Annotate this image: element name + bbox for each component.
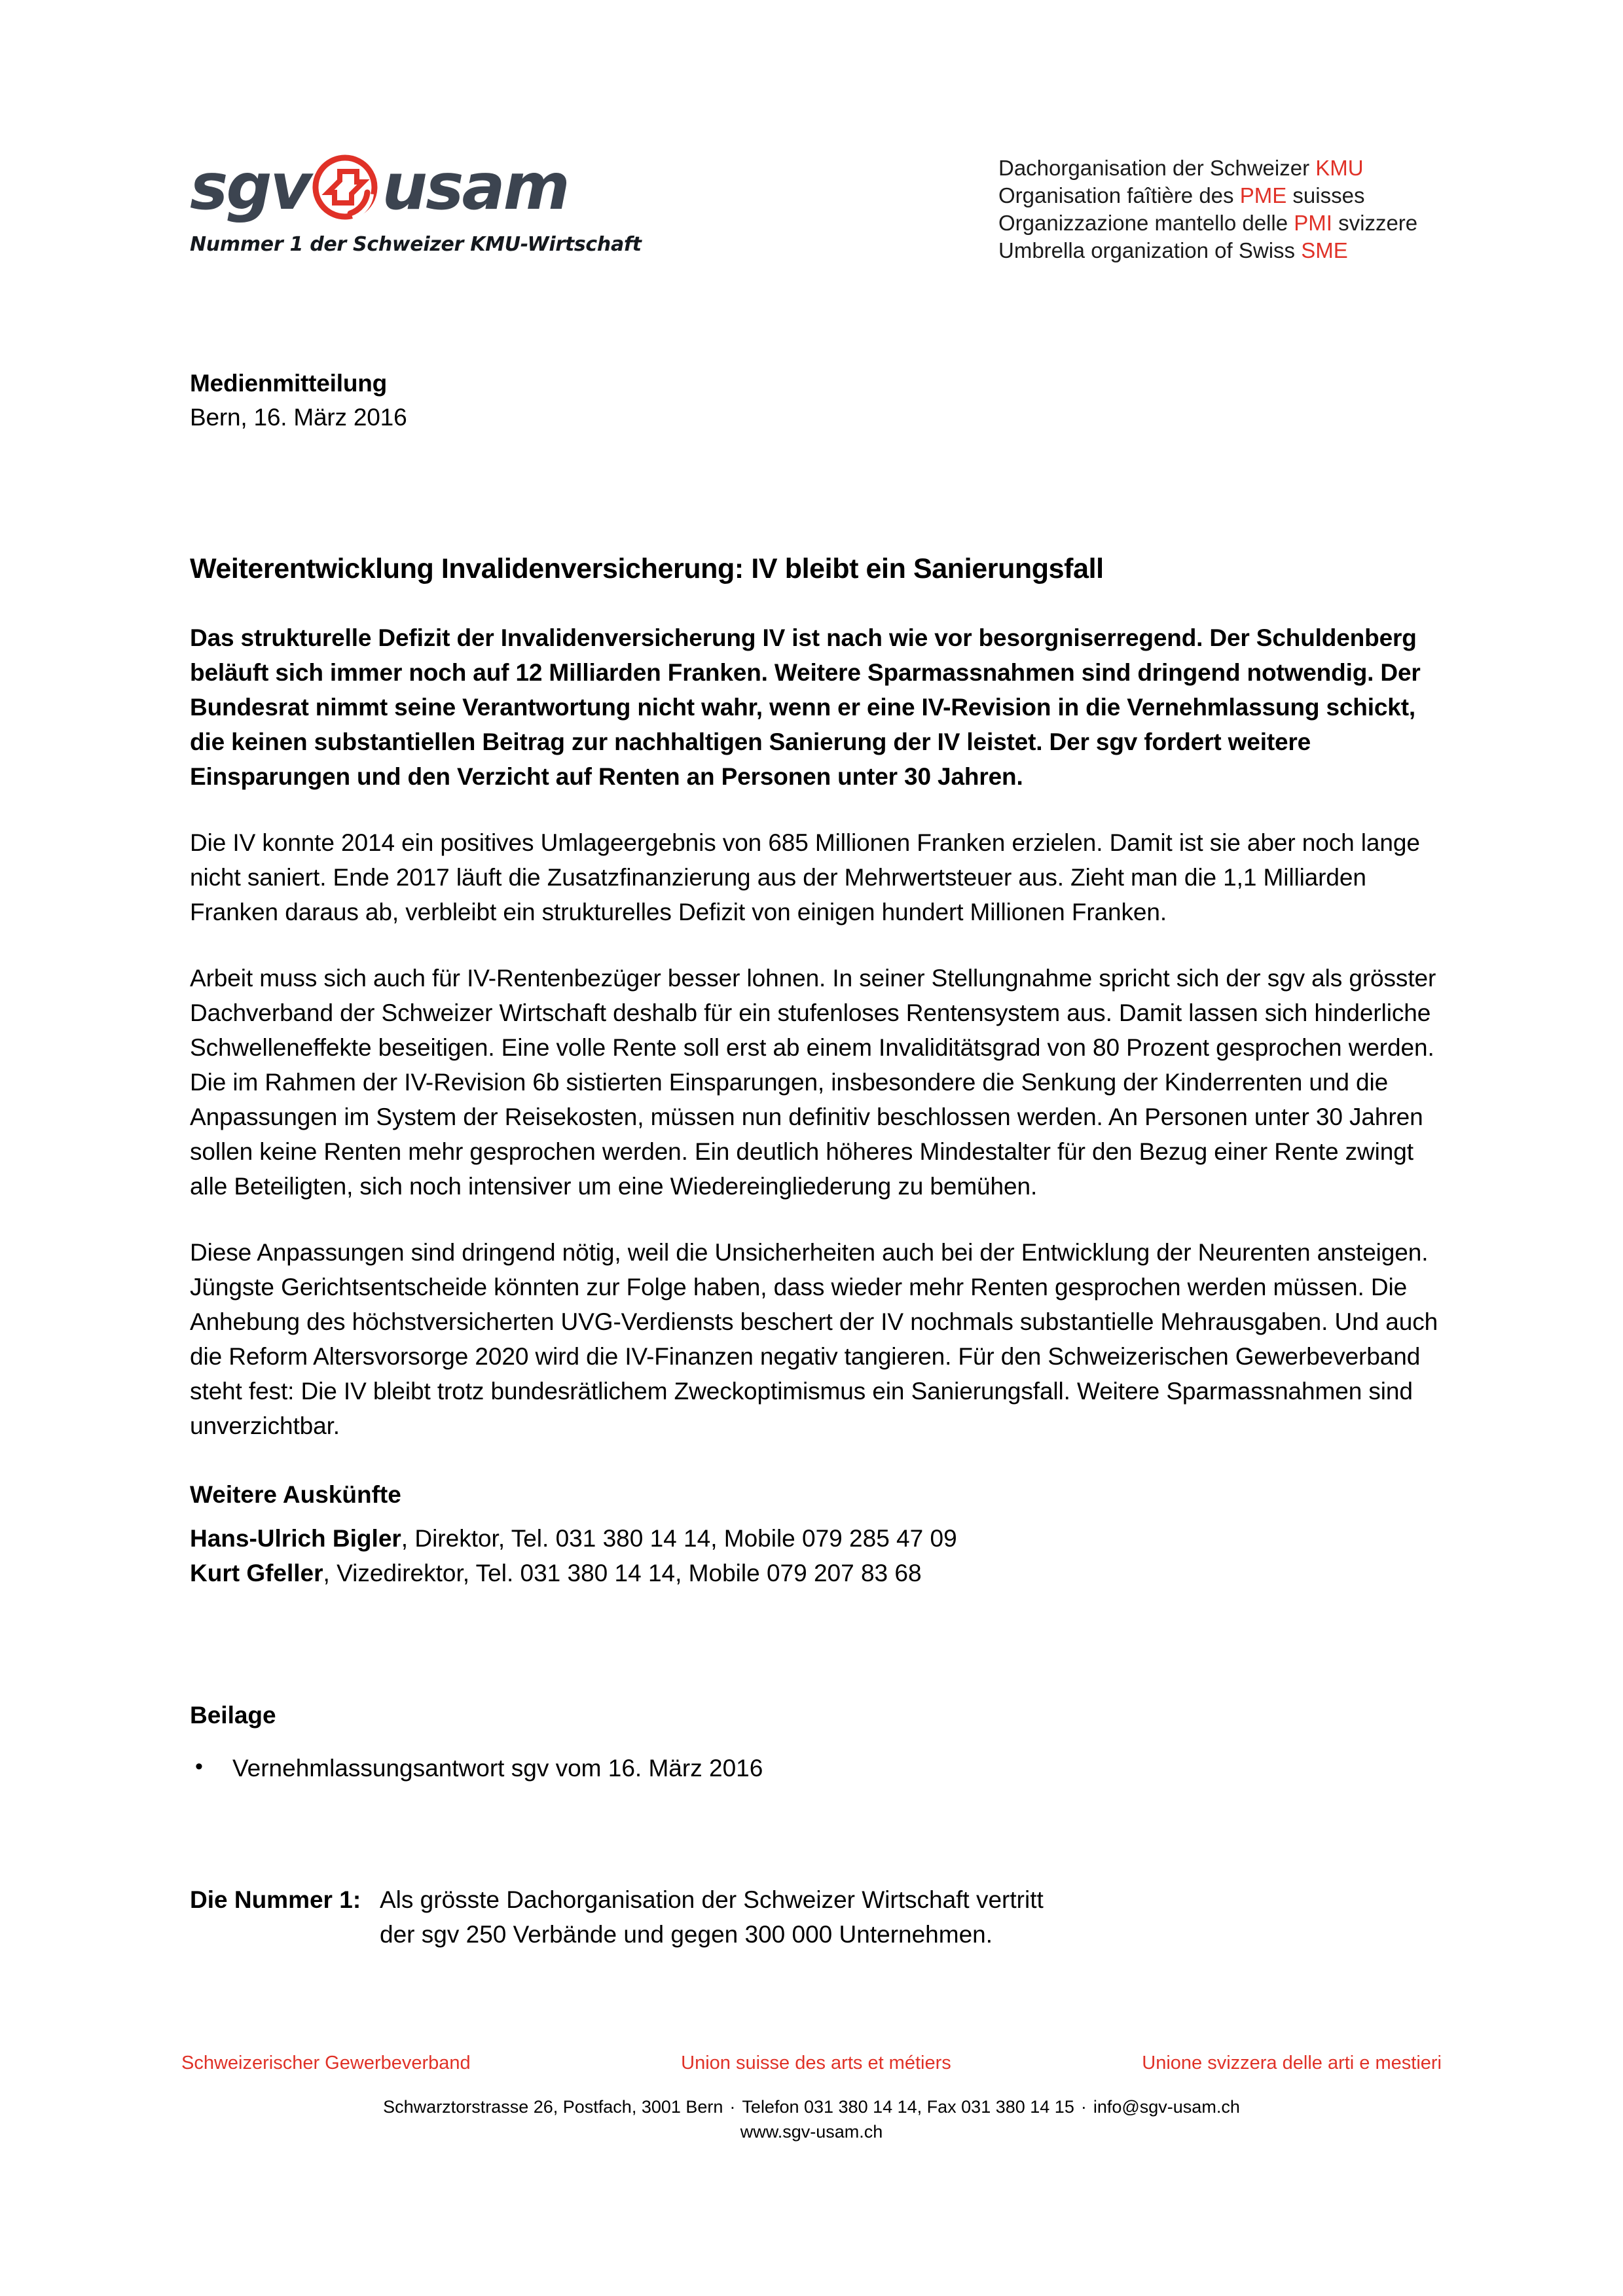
contacts-heading: Weitere Auskünfte [190,1481,401,1508]
nummer-eins-line-2: der sgv 250 Verbände und gegen 300 000 Unternehmen. [380,1921,993,1948]
logo-tagline: Nummer 1 der Schweizer KMU-Wirtschaft [190,233,642,256]
footer-email: info@sgv-usam.ch [1093,2097,1240,2117]
nummer-eins-text [380,1882,1044,1952]
document-header [0,0,1623,288]
contacts-list [190,1521,1440,1590]
footer-name-it: Unione svizzera delle arti e mestieri [1142,2053,1442,2073]
document-place-date: Bern, 16. März 2016 [190,404,407,431]
header-lang-fr-prefix: Organisation faîtière des [998,183,1240,207]
lead-paragraph: Das strukturelle Defizit der Invalidenversicherung IV ist nach wie vor besorgniserregend. Der Schuldenberg beläuft sich immer noch auf 12 Milliarden Franken. Weitere Sparmassnahmen sind dringend notwendig. Der Bundesrat nimmt seine Verantwortung nicht wahr, wenn er eine IV-Revision in die Vernehmlassung schickt, die keinen substantiellen Beitrag zur nachhaltigen Sanierung der IV leistet. Der sgv fordert weitere Einsparungen und den Verzicht auf Renten an Personen unter 30 Jahren. [190,624,1421,790]
contact-entry [190,1556,1440,1590]
nummer-eins-label-text: Die Nummer 1 [190,1886,353,1913]
footer-phone: Telefon 031 380 14 14, Fax 031 380 14 15 [742,2097,1074,2117]
attachments-list [190,1751,1440,1785]
list-item: • Vernehmlassungsantwort sgv vom 16. März 2016 [190,1751,1440,1785]
footer-organization-names [181,2050,1442,2076]
body-paragraph-1: Die IV konnte 2014 ein positives Umlageergebnis von 685 Millionen Franken erzielen. Damit ist sie aber noch lange nicht saniert. Ende 2017 läuft die Zusatzfinanzierung aus der Mehrwertsteuer aus. Zieht man die 1,1 Milliarden Franken daraus ab, verbleibt ein strukturelles Defizit von einigen hundert Millionen Franken. [190,829,1420,925]
contact-name: Hans-Ulrich Bigler [190,1525,401,1552]
footer-separator-2: · [1080,2097,1087,2117]
contact-details: , Vizedirektor, Tel. 031 380 14 14, Mobile 079 207 83 68 [323,1560,922,1587]
footer-website: www.sgv-usam.ch [740,2122,883,2142]
header-lang-it-prefix: Organizzazione mantello delle [998,211,1294,235]
contact-details: , Direktor, Tel. 031 380 14 14, Mobile 079 285 47 09 [401,1525,957,1552]
nummer-eins-block [190,1882,1440,1952]
footer-street-address: Schwarztorstrasse 26, Postfach, 3001 Bern [383,2097,723,2117]
header-lang-fr [998,182,1417,209]
logo-wordmark [190,151,642,224]
footer-address-line [0,2094,1623,2119]
header-lang-de [998,154,1417,182]
nummer-eins-colon: : [352,1886,361,1913]
header-lang-de-prefix: Dachorganisation der Schweizer [998,156,1316,180]
header-lang-de-highlight: KMU [1315,156,1364,180]
header-lang-en-prefix: Umbrella organization of Swiss [998,238,1302,262]
logo-text-sgv: sgv [190,150,310,224]
document-body [190,367,1440,1952]
contact-name: Kurt Gfeller [190,1560,323,1587]
document-footer [0,2050,1623,2144]
contact-entry [190,1521,1440,1556]
attachments-heading: Beilage [190,1702,276,1729]
header-lang-en [998,237,1417,264]
body-paragraph-3: Diese Anpassungen sind dringend nötig, weil die Unsicherheiten auch bei der Entwicklung der Neurenten ansteigen. Jüngste Gerichtsentscheide könnten zur Folge haben, dass wieder mehr Renten gesprochen werden müssen. Die Anhebung des höchstversicherten UVG-Verdiensts beschert der IV nochmals substantielle Mehrausgaben. Und auch die Reform Altersvorsorge 2020 wird die IV-Finanzen negativ tangieren. Für den Schweizerischen Gewerbeverband steht fest: Die IV bleibt trotz bundesrätlichem Zweckoptimismus ein Sanierungsfall. Weitere Sparmassnahmen sind unverzichtbar. [190,1239,1438,1439]
logo-text-usam: usam [382,150,568,224]
page-title: Weiterentwicklung Invalidenversicherung: IV bleibt ein Sanierungsfall [190,553,1104,584]
footer-name-fr: Union suisse des arts et métiers [681,2053,951,2073]
nummer-eins-line-1: Als grösste Dachorganisation der Schweizer Wirtschaft vertritt [380,1886,1044,1913]
header-lang-en-highlight: SME [1301,238,1348,262]
document-type-label: Medienmitteilung [190,370,388,397]
body-paragraph-2: Arbeit muss sich auch für IV-Rentenbezüger besser lohnen. In seiner Stellungnahme spricht sich der sgv als grösster Dachverband der Schweizer Wirtschaft deshalb für ein stufenloses Rentensystem aus. Damit lassen sich hinderliche Schwelleneffekte beseitigen. Eine volle Rente soll erst ab einem Invaliditätsgrad von 80 Prozent gesprochen werden. Die im Rahmen der IV-Revision 6b sistierten Einsparungen, insbesondere die Senkung der Kinderrenten und die Anpassungen im System der Reisekosten, müssen nun definitiv beschlossen werden. An Personen unter 30 Jahren sollen keine Renten mehr gesprochen werden. Ein deutlich höheres Mindestalter für den Bezug einer Rente zwingt alle Beteiligten, sich noch intensiver um eine Wiedereingliederung zu bemühen. [190,965,1436,1200]
header-lang-it-highlight: PMI [1294,211,1332,235]
sgv-usam-logo [190,151,642,256]
header-lang-it-suffix: svizzere [1332,211,1418,235]
footer-separator-1: · [729,2097,736,2117]
header-lang-fr-suffix: suisses [1286,183,1365,207]
header-lang-it [998,209,1417,237]
header-language-lines [998,154,1417,264]
sgv-circle-cross-logo-icon [311,153,379,221]
footer-name-de: Schweizerischer Gewerbeverband [181,2053,471,2073]
header-lang-fr-highlight: PME [1239,183,1287,207]
nummer-eins-label [190,1882,380,1952]
